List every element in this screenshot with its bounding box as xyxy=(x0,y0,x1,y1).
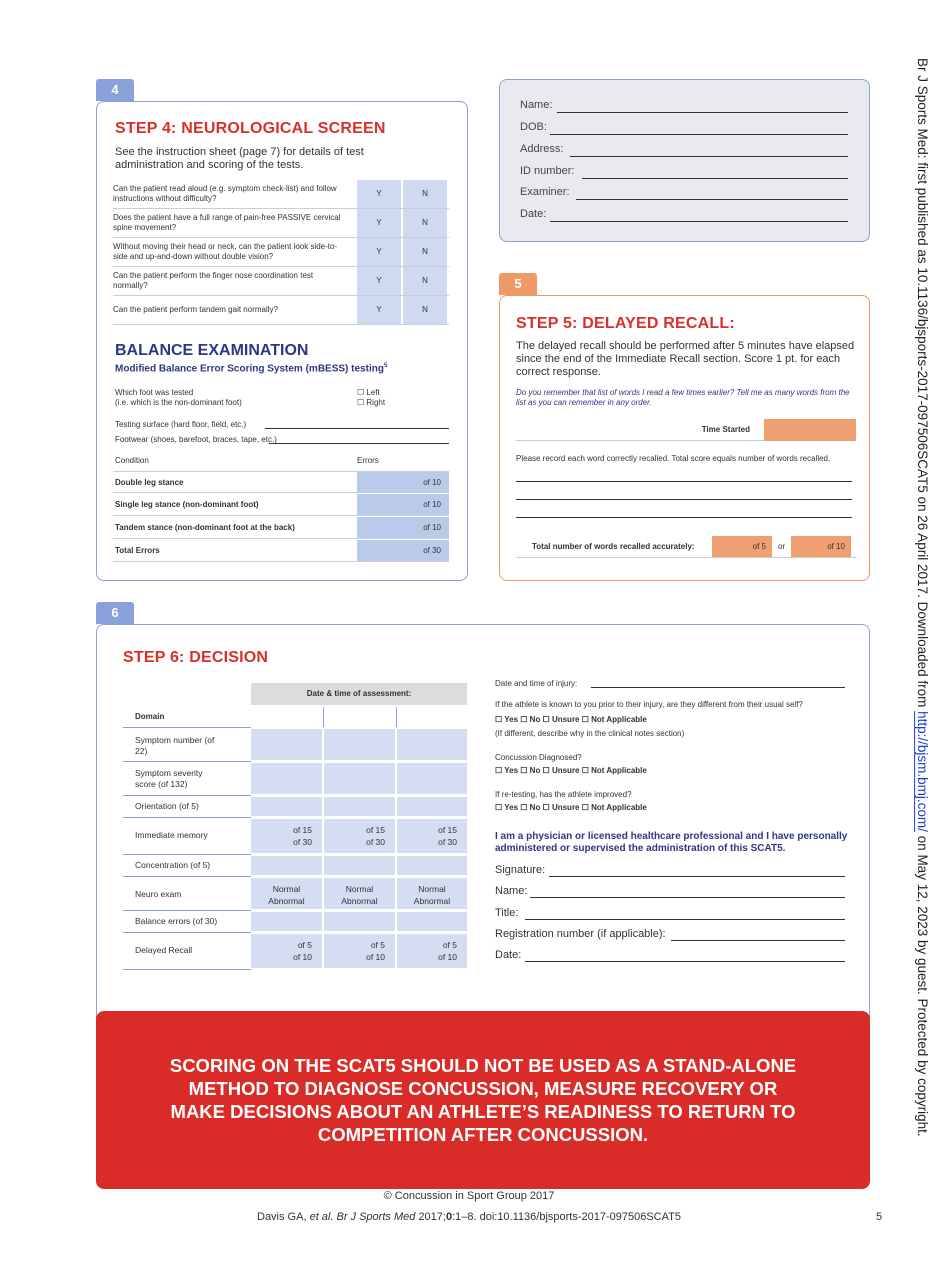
table-header: Date & time of assessment: xyxy=(251,683,467,705)
score-cell[interactable] xyxy=(397,797,467,816)
score-cell[interactable] xyxy=(251,912,322,931)
column-divider xyxy=(323,707,324,727)
balance-row-value[interactable]: of 10 xyxy=(357,494,449,515)
recall-instruction: Please record each word correctly recalled. Total score equals number of words recalled. xyxy=(516,454,831,463)
neuro-abnormal: Abnormal xyxy=(268,896,305,906)
dob-label: DOB: xyxy=(520,121,547,133)
step4-title: STEP 4: NEUROLOGICAL SCREEN xyxy=(115,120,386,137)
diagnosed-question: Concussion Diagnosed? xyxy=(495,753,582,762)
balance-subtitle-text: Modified Balance Error Scoring System (mBESS) testing xyxy=(115,363,384,375)
neuro-normal: Normal xyxy=(345,884,374,894)
domain-row-label: Concentration (of 5) xyxy=(135,860,211,870)
score-cell[interactable] xyxy=(324,934,395,968)
time-started-label: Time Started xyxy=(701,425,750,434)
score-cell[interactable] xyxy=(397,912,467,931)
neuro-abnormal: Abnormal xyxy=(413,896,451,906)
title-label: Title: xyxy=(495,907,519,919)
date-label: Date: xyxy=(520,208,547,220)
neuro-normal: Normal xyxy=(272,884,301,894)
surface-label: Testing surface (hard floor, field, etc.) xyxy=(115,420,247,429)
recall-line[interactable] xyxy=(516,517,852,518)
neuro-question: Can the patient perform the finger nose coordination test normally? xyxy=(113,271,314,290)
id-number-field[interactable] xyxy=(582,178,848,179)
warning-banner xyxy=(96,1011,870,1189)
registration-label: Registration number (if applicable): xyxy=(495,928,666,940)
score-cell-max-b: of 30 xyxy=(293,837,312,847)
neuro-no[interactable]: N xyxy=(403,296,447,324)
address-label: Address: xyxy=(520,143,564,155)
neuro-yes[interactable]: Y xyxy=(357,180,401,208)
left-foot-checkbox[interactable]: ☐ Left xyxy=(357,388,380,397)
step6-title: STEP 6: DECISION xyxy=(123,649,269,666)
recall-prompt: Do you remember that list of words I read a few times earlier? Tell me as many words from the list as you can remember in any order. xyxy=(516,388,850,407)
examiner-label: Examiner: xyxy=(520,186,570,198)
different-question: If the athlete is known to you prior to their injury, are they different from their usual self? xyxy=(495,700,803,709)
neuro-normal: Normal xyxy=(418,884,446,894)
copyright-sidebar xyxy=(902,58,942,1208)
recall-total-row xyxy=(516,536,856,558)
balance-subtitle xyxy=(115,363,387,374)
domain-row-label: Neuro exam xyxy=(135,889,182,899)
balance-row xyxy=(113,517,449,539)
examiner-field[interactable] xyxy=(576,199,848,200)
score-cell[interactable] xyxy=(397,856,467,875)
decision-name-field[interactable] xyxy=(530,897,845,898)
row-separator xyxy=(123,795,251,796)
domain-row-label: Immediate memory xyxy=(135,830,208,840)
neuro-no[interactable]: N xyxy=(403,180,447,208)
decision-date-field[interactable] xyxy=(525,961,845,962)
footwear-field[interactable] xyxy=(269,443,449,444)
foot-question: Which foot was tested xyxy=(115,388,194,397)
balance-row-value[interactable]: of 10 xyxy=(357,472,449,493)
score-cell[interactable] xyxy=(251,729,322,760)
domain-row-label: Delayed Recall xyxy=(135,945,193,955)
right-foot-checkbox[interactable]: ☐ Right xyxy=(357,398,386,407)
id-number-label: ID number: xyxy=(520,165,575,177)
score-cell[interactable] xyxy=(397,934,467,968)
neuro-question: Without moving their head or neck, can the patient look side-to-side and up-and-down without double vision? xyxy=(113,242,338,261)
registration-field[interactable] xyxy=(671,940,845,941)
name-label: Name: xyxy=(520,99,553,111)
footer-copyright: © Concussion in Sport Group 2017 xyxy=(383,1190,555,1202)
neuro-abnormal: Abnormal xyxy=(341,896,378,906)
row-separator xyxy=(123,727,251,728)
score-cell[interactable] xyxy=(324,912,395,931)
domain-row-label: Symptom number (of 22) xyxy=(135,735,215,756)
column-divider xyxy=(396,707,397,727)
balance-row-value[interactable]: of 30 xyxy=(357,540,449,561)
neuro-row xyxy=(113,238,449,267)
row-separator xyxy=(123,817,251,818)
time-started-field[interactable] xyxy=(764,419,856,441)
footer-citation xyxy=(0,1211,950,1223)
different-options[interactable]: ☐ Yes ☐ No ☐ Unsure ☐ Not Applicable xyxy=(495,715,647,724)
neuro-question: Can the patient perform tandem gait normally? xyxy=(113,305,278,314)
step4-tab: 4 xyxy=(96,79,134,101)
score-cell[interactable] xyxy=(324,856,395,875)
citation-year: 2017; xyxy=(415,1211,446,1223)
decision-date-label: Date: xyxy=(495,949,522,961)
date-injury-label: Date and time of injury: xyxy=(495,679,578,688)
signature-field[interactable] xyxy=(549,876,845,877)
recall-or: or xyxy=(778,542,786,551)
neuro-no[interactable]: N xyxy=(403,238,447,266)
date-field[interactable] xyxy=(550,221,848,222)
score-cell-max-b: of 30 xyxy=(366,837,385,847)
domain-row-label: Symptom severity score (of 132) xyxy=(135,768,203,789)
neuro-row xyxy=(113,267,449,296)
step5-tab: 5 xyxy=(499,273,537,295)
banner-line: MAKE DECISIONS ABOUT AN ATHLETE’S READINESS TO RETURN TO xyxy=(170,1101,796,1122)
neuro-question: Can the patient read aloud (e.g. symptom check-list) and follow instructions without difficulty? xyxy=(113,184,337,203)
recall-total-label: Total number of words recalled accurately: xyxy=(532,542,695,551)
bjsm-link[interactable]: http://bjsm.bmj.com/ xyxy=(915,711,930,832)
score-cell[interactable] xyxy=(324,797,395,816)
score-cell[interactable] xyxy=(397,819,467,853)
score-cell[interactable] xyxy=(324,819,395,853)
score-cell[interactable] xyxy=(251,878,322,909)
score-cell[interactable] xyxy=(324,763,395,794)
foot-question-note: (i.e. which is the non-dominant foot) xyxy=(115,398,242,407)
recall-of10-field[interactable]: of 10 xyxy=(791,536,851,557)
balance-row xyxy=(113,494,449,516)
diagnosed-options[interactable]: ☐ Yes ☐ No ☐ Unsure ☐ Not Applicable xyxy=(495,766,647,775)
retest-options[interactable]: ☐ Yes ☐ No ☐ Unsure ☐ Not Applicable xyxy=(495,803,647,812)
neuro-row xyxy=(113,180,449,209)
citation-authors: Davis GA, xyxy=(257,1211,310,1223)
row-separator xyxy=(123,876,251,877)
recall-line[interactable] xyxy=(516,499,852,500)
col-errors: Errors xyxy=(357,456,379,465)
score-cell-max-b: of 10 xyxy=(293,952,312,962)
title-field[interactable] xyxy=(525,919,845,920)
balance-row-label: Total Errors xyxy=(115,546,160,555)
balance-title: BALANCE EXAMINATION xyxy=(115,342,309,359)
name-field[interactable] xyxy=(557,112,848,113)
balance-row-value[interactable]: of 10 xyxy=(357,517,449,538)
step6-panel xyxy=(96,624,870,1024)
time-started-row xyxy=(516,419,856,441)
address-field[interactable] xyxy=(570,156,848,157)
assessment-table xyxy=(123,683,469,1043)
sidebar-text-before: Br J Sports Med: first published as 10.1136/bjsports-2017-097506SCAT5 on 26 April 2017. Downloaded from xyxy=(915,58,930,712)
score-cell[interactable] xyxy=(397,763,467,794)
score-cell-max-a: of 5 xyxy=(442,940,457,950)
page-number: 5 xyxy=(876,1211,883,1223)
score-cell-max-a: of 15 xyxy=(293,825,312,835)
balance-superscript: 5 xyxy=(383,363,388,369)
neuro-yes[interactable]: Y xyxy=(357,209,401,237)
score-cell-max-a: of 15 xyxy=(366,825,385,835)
balance-row-label: Single leg stance (non-dominant foot) xyxy=(115,500,259,509)
neuro-yes[interactable]: Y xyxy=(357,238,401,266)
banner-line: SCORING ON THE SCAT5 SHOULD NOT BE USED AS A STAND-ALONE xyxy=(169,1055,797,1076)
score-cell[interactable] xyxy=(324,878,395,909)
score-cell-max-b: of 10 xyxy=(366,952,385,962)
neuro-yes[interactable]: Y xyxy=(357,267,401,295)
step4-intro: See the instruction sheet (page 7) for details of test administration and scoring of the tests. xyxy=(115,146,364,171)
step6-tab: 6 xyxy=(96,602,134,624)
citation-journal: et al. Br J Sports Med xyxy=(309,1211,416,1223)
row-separator xyxy=(123,854,251,855)
balance-row xyxy=(113,540,449,562)
col-condition: Condition xyxy=(115,456,149,465)
row-separator xyxy=(123,910,251,911)
score-cell-max-a: of 15 xyxy=(438,825,457,835)
score-cell[interactable] xyxy=(251,856,322,875)
domain-row-label: Balance errors (of 30) xyxy=(135,916,218,926)
score-cell-max-a: of 5 xyxy=(370,940,385,950)
score-cell[interactable] xyxy=(251,819,322,853)
score-cell[interactable] xyxy=(324,729,395,760)
score-cell[interactable] xyxy=(251,763,322,794)
neuro-no[interactable]: N xyxy=(403,267,447,295)
score-cell[interactable] xyxy=(251,797,322,816)
neuro-row xyxy=(113,209,449,238)
signature-label: Signature: xyxy=(495,864,546,876)
surface-field[interactable] xyxy=(265,428,449,429)
step5-title: STEP 5: DELAYED RECALL: xyxy=(516,315,735,332)
neuro-yes[interactable]: Y xyxy=(357,296,401,324)
footwear-label: Footwear (shoes, barefoot, braces, tape, etc.) xyxy=(115,435,277,444)
recall-line[interactable] xyxy=(516,481,852,482)
athlete-info-panel xyxy=(499,79,870,242)
decision-name-label: Name: xyxy=(495,885,528,897)
score-cell-max-a: of 5 xyxy=(297,940,312,950)
domain-label: Domain xyxy=(135,712,165,721)
balance-row xyxy=(113,471,449,493)
score-cell[interactable] xyxy=(251,934,322,968)
sidebar-text-after: on May 12, 2023 by guest. Protected by copyright. xyxy=(915,831,930,1137)
citation-doi: :1–8. doi:10.1136/bjsports-2017-097506SCAT5 xyxy=(452,1211,681,1223)
score-cell-max-b: of 30 xyxy=(438,837,457,847)
balance-row-label: Tandem stance (non-dominant foot at the back) xyxy=(115,523,295,532)
score-cell-max-b: of 10 xyxy=(438,952,457,962)
banner-line: COMPETITION AFTER CONCUSSION. xyxy=(317,1124,649,1145)
domain-row-label: Orientation (of 5) xyxy=(135,801,199,811)
balance-row-label: Double leg stance xyxy=(115,478,184,487)
neuro-no[interactable]: N xyxy=(403,209,447,237)
row-separator xyxy=(123,932,251,933)
score-cell[interactable] xyxy=(397,729,467,760)
score-cell[interactable] xyxy=(397,878,467,909)
step5-panel xyxy=(499,295,870,581)
step5-intro: The delayed recall should be performed after 5 minutes have elapsed since the end of the Immediate Recall section. Score 1 pt. for each correct response. xyxy=(516,340,855,378)
date-injury-field[interactable] xyxy=(591,687,845,688)
declaration: I am a physician or licensed healthcare professional and I have personally administered or supervised the administration of this SCAT5. xyxy=(495,831,848,854)
row-separator xyxy=(123,761,251,762)
row-separator xyxy=(123,969,251,970)
recall-of5-field[interactable]: of 5 xyxy=(712,536,772,557)
citation-volume: 0 xyxy=(445,1211,453,1223)
step4-panel xyxy=(96,101,468,581)
banner-line: METHOD TO DIAGNOSE CONCUSSION, MEASURE RECOVERY OR xyxy=(188,1078,778,1099)
dob-field[interactable] xyxy=(550,134,848,135)
different-note: (If different, describe why in the clinical notes section) xyxy=(495,729,685,738)
neuro-question: Does the patient have a full range of pain-free PASSIVE cervical spine movement? xyxy=(113,213,341,232)
retest-question: If re-testing, has the athlete improved? xyxy=(495,790,632,799)
neuro-row xyxy=(113,296,449,325)
